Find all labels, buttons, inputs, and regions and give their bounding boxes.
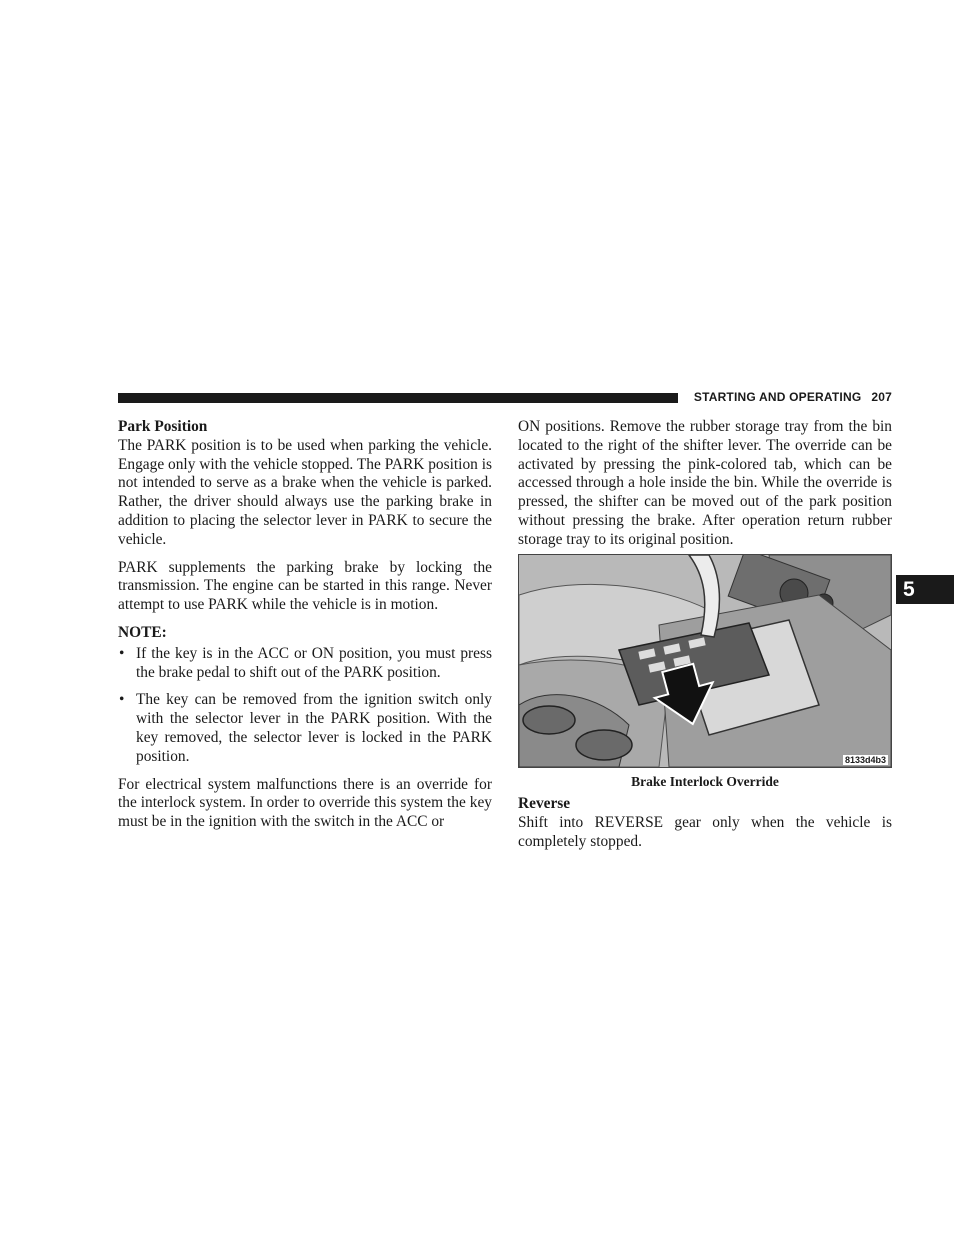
figure-code: 8133d4b3 <box>844 755 886 765</box>
reverse-section <box>518 795 892 851</box>
note-text: If the key is in the ACC or ON position, you must press the brake pedal to shift out of the PARK position. <box>136 644 492 681</box>
note-item <box>118 691 492 766</box>
reverse-heading: Reverse <box>518 795 571 812</box>
chapter-tab: 5 <box>896 575 954 604</box>
page-number: 207 <box>871 390 892 404</box>
shifter-console-drawing <box>519 555 891 767</box>
reverse-text: Shift into REVERSE gear only when the vehicle is completely stopped. <box>518 813 892 850</box>
left-column <box>118 418 492 832</box>
note-heading: NOTE: <box>118 623 167 641</box>
override-paragraph: For electrical system malfunctions there is an override for the interlock system. In order to override this system the key must be in the ignition with the switch in the ACC or <box>118 775 492 831</box>
figure-caption: Brake Interlock Override <box>631 774 779 789</box>
park-paragraph-1: The PARK position is to be used when parking the vehicle. Engage only with the vehicle stopped. The PARK position is not intended to serve as a brake when the vehicle is parked. Rather, the driver should always use the parking brake in addition to placing the selector lever in PARK to secure the vehicle. <box>118 436 492 548</box>
note-list <box>118 645 492 767</box>
bullet: • <box>119 644 125 662</box>
note-item <box>118 645 492 683</box>
bullet: • <box>119 691 125 709</box>
right-column <box>518 418 892 550</box>
override-continuation: ON positions. Remove the rubber storage tray from the bin located to the right of the shifter lever. The override can be activated by pressing the pink-colored tab, which can be accessed through a hole inside the bin. While the override is pressed, the shifter can be moved out of the park position without pressing the brake. After operation return rubber storage tray to its original position. <box>518 418 892 548</box>
park-paragraph-2: PARK supplements the parking brake by locking the transmission. The engine can be started in this range. Never attempt to use PARK while the vehicle is in motion. <box>118 558 492 614</box>
running-header <box>686 390 892 404</box>
park-position-heading: Park Position <box>118 418 208 435</box>
header-rule <box>118 393 678 403</box>
note-text: The key can be removed from the ignition switch only with the selector lever in the PARK position. With the key removed, the selector lever is locked in the PARK position. <box>136 691 492 765</box>
brake-interlock-illustration <box>518 554 892 768</box>
section-title: STARTING AND OPERATING <box>693 390 862 404</box>
